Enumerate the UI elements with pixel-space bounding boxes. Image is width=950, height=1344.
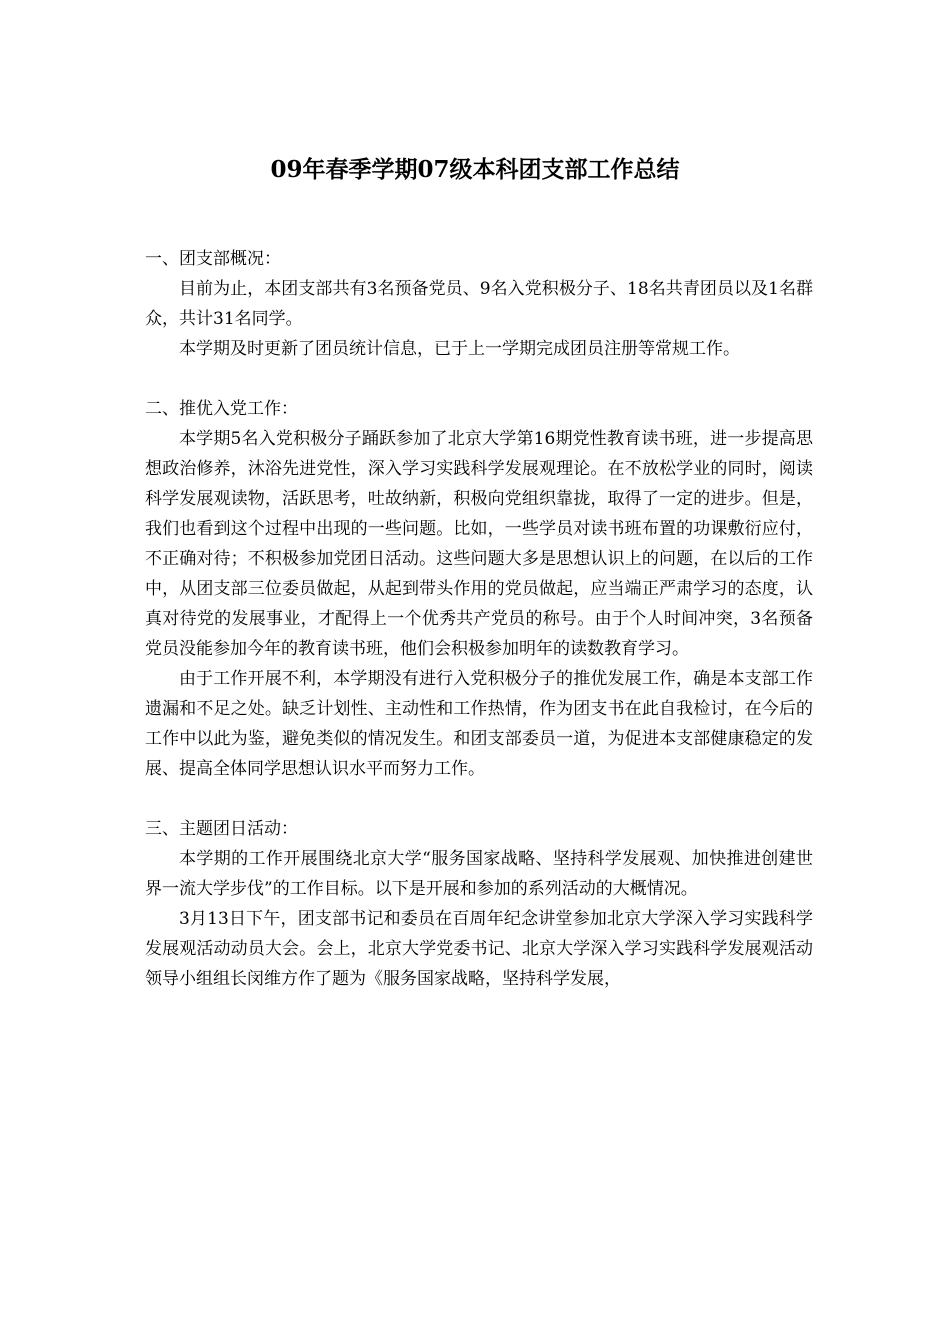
section-spacer (145, 364, 813, 394)
paragraph: 由于工作开展不利，本学期没有进行入党积极分子的推优发展工作，确是本支部工作遗漏和不足之处。缺乏计划性、主动性和工作热情，作为团支书在此自我检讨，在今后的工作中以此为鉴，避免类似的情况发生。和团支部委员一道，为促进本支部健康稳定的发展、提高全体同学思想认识水平而努力工作。 (145, 669, 813, 779)
document-body (145, 244, 813, 994)
section-party-recommendation (145, 394, 813, 784)
section-heading: 二、推优入党工作： (145, 399, 298, 419)
section-spacer (145, 784, 813, 814)
paragraph: 3月13日下午，团支部书记和委员在百周年纪念讲堂参加北京大学深入学习实践科学发展观活动动员大会。会上，北京大学党委书记、北京大学深入学习实践科学发展观活动领导小组组长闵维方作了题为《服务国家战略，坚持科学发展， (145, 909, 813, 989)
section-heading: 三、主题团日活动： (145, 819, 298, 839)
paragraph: 本学期的工作开展围绕北京大学“服务国家战略、坚持科学发展观、加快推进创建世界一流大学步伐”的工作目标。以下是开展和参加的系列活动的大概情况。 (145, 849, 813, 899)
section-theme-activities (145, 814, 813, 994)
paragraph: 本学期5名入党积极分子踊跃参加了北京大学第16期党性教育读书班，进一步提高思想政治修养，沐浴先进党性，深入学习实践科学发展观理论。在不放松学业的同时，阅读科学发展观读物，活跃思考，吐故纳新，积极向党组织靠拢，取得了一定的进步。但是，我们也看到这个过程中出现的一些问题。比如，一些学员对读书班布置的功课敷衍应付，不正确对待；不积极参加党团日活动。这些问题大多是思想认识上的问题，在以后的工作中，从团支部三位委员做起，从起到带头作用的党员做起，应当端正严肃学习的态度，认真对待党的发展事业，才配得上一个优秀共产党员的称号。由于个人时间冲突，3名预备党员没能参加今年的教育读书班，他们会积极参加明年的读数教育学习。 (145, 429, 813, 659)
section-overview (145, 244, 813, 364)
paragraph: 目前为止，本团支部共有3名预备党员、9名入党积极分子、18名共青团员以及1名群众，共计31名同学。 (145, 279, 813, 329)
paragraph: 本学期及时更新了团员统计信息，已于上一学期完成团员注册等常规工作。 (179, 339, 740, 359)
document-title: 09年春季学期07级本科团支部工作总结 (270, 156, 680, 183)
section-heading: 一、团支部概况： (145, 249, 281, 269)
